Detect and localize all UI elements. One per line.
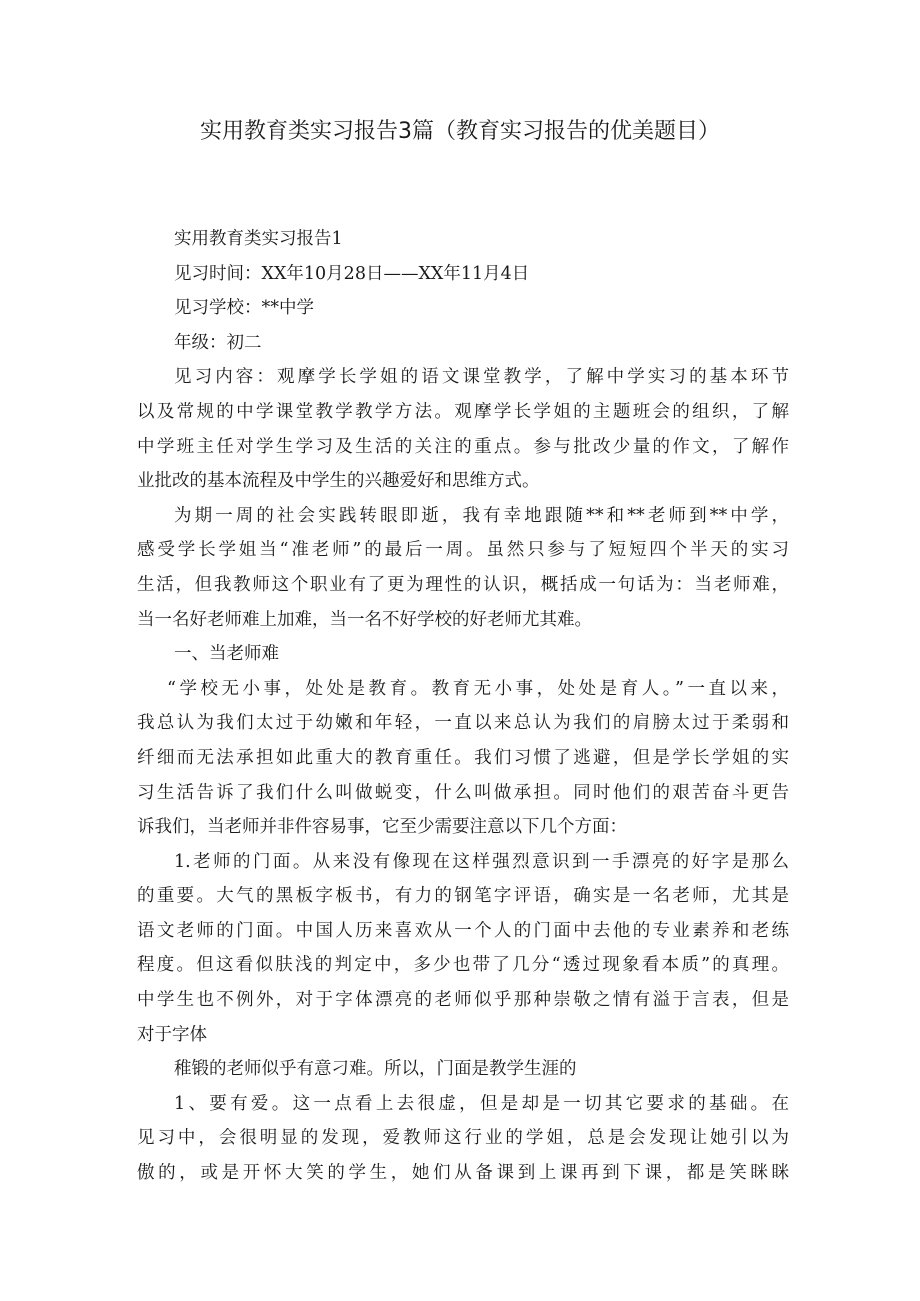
report-heading: 实用教育类实习报告1 bbox=[174, 229, 343, 249]
paragraph-line: 习生活告诉了我们什么叫做蜕变，什么叫做承担。同时他们的艰苦奋斗更告 bbox=[137, 782, 789, 803]
paragraph-line: 为期一周的社会实践转眼即逝，我有幸地跟随**和**老师到**中学， bbox=[174, 505, 789, 526]
paragraph-line: 对于字体 bbox=[137, 1024, 207, 1045]
paragraph-line: 中学生也不例外，对于字体漂亮的老师似乎那种崇敬之情有溢于言表，但是 bbox=[137, 990, 789, 1011]
paragraph-line: 语文老师的门面。中国人历来喜欢从一个人的门面中去他的专业素养和老练 bbox=[137, 920, 789, 941]
paragraph-line: 程度。但这看似肤浅的判定中，多少也带了几分“透过现象看本质”的真理。 bbox=[137, 955, 789, 976]
paragraph-line: 见习中，会很明显的发现，爱教师这行业的学姐，总是会发现让她引以为 bbox=[137, 1128, 789, 1149]
document-body bbox=[137, 222, 789, 1191]
section-heading: 一、当老师难 bbox=[174, 644, 279, 665]
internship-time: 见习时间：XX年10月28日——XX年11月4日 bbox=[174, 263, 530, 284]
paragraph-line: 的重要。大气的黑板字板书，有力的钢笔字评语，确实是一名老师，尤其是 bbox=[137, 886, 789, 907]
paragraph-line: 以及常规的中学课堂教学教学方法。观摩学长学姐的主题班会的组织，了解 bbox=[137, 401, 789, 422]
paragraph-line: 1.老师的门面。从来没有像现在这样强烈意识到一手漂亮的好字是那么 bbox=[174, 851, 789, 872]
paragraph-line: “学校无小事，处处是教育。教育无小事，处处是育人。”一直以来， bbox=[167, 678, 789, 699]
paragraph-line: 中学班主任对学生学习及生活的关注的重点。参与批改少量的作文，了解作 bbox=[137, 436, 789, 457]
paragraph-line: 纤细而无法承担如此重大的教育重任。我们习惯了逃避，但是学长学姐的实 bbox=[137, 747, 789, 768]
paragraph-line: 稚锻的老师似乎有意刁难。所以，门面是教学生涯的 bbox=[174, 1059, 577, 1080]
grade: 年级：初二 bbox=[174, 332, 262, 353]
paragraph-line: 业批改的基本流程及中学生的兴趣爱好和思维方式。 bbox=[137, 471, 540, 492]
paragraph-line: 诉我们，当老师并非件容易事，它至少需要注意以下几个方面： bbox=[137, 817, 627, 838]
internship-school: 见习学校：**中学 bbox=[174, 298, 314, 319]
paragraph-line: 1、要有爱。这一点看上去很虚，但是却是一切其它要求的基础。在 bbox=[174, 1093, 789, 1114]
document-title: 实用教育类实习报告3篇（教育实习报告的优美题目） bbox=[200, 119, 720, 144]
paragraph-line: 当一名好老师难上加难，当一名不好学校的好老师尤其难。 bbox=[137, 609, 592, 630]
paragraph-line: 生活，但我教师这个职业有了更为理性的认识，概括成一句话为：当老师难， bbox=[137, 574, 789, 595]
paragraph-line: 感受学长学姐当“准老师”的最后一周。虽然只参与了短短四个半天的实习 bbox=[137, 540, 789, 561]
paragraph-line: 我总认为我们太过于幼嫩和年轻，一直以来总认为我们的肩膀太过于柔弱和 bbox=[137, 713, 789, 734]
paragraph-line: 见习内容：观摩学长学姐的语文课堂教学，了解中学实习的基本环节 bbox=[174, 367, 789, 388]
paragraph-line: 傲的，或是开怀大笑的学生，她们从备课到上课再到下课，都是笑眯眯 bbox=[137, 1163, 789, 1184]
